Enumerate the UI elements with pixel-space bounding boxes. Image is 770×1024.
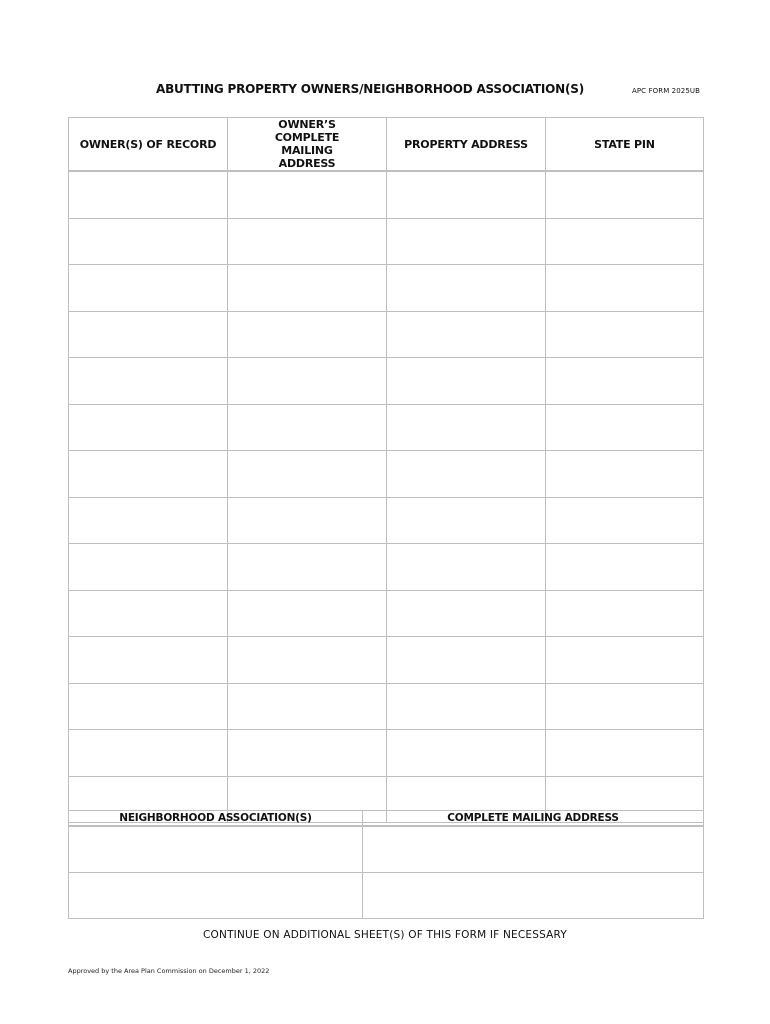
owner-entry-row — [69, 311, 704, 358]
owner-entry-cell[interactable] — [546, 497, 704, 544]
association-table — [68, 810, 704, 919]
owner-entry-cell[interactable] — [228, 637, 387, 684]
owner-entry-cell[interactable] — [69, 358, 228, 405]
owner-entry-cell[interactable] — [228, 311, 387, 358]
owner-entry-cell[interactable] — [387, 265, 546, 312]
owner-entry-cell[interactable] — [69, 451, 228, 498]
owner-entry-cell[interactable] — [546, 637, 704, 684]
header-property-address: PROPERTY ADDRESS — [387, 118, 546, 172]
owner-entry-cell[interactable] — [69, 683, 228, 730]
owner-entry-cell[interactable] — [387, 590, 546, 637]
association-table-header — [69, 811, 704, 827]
owner-entry-cell[interactable] — [69, 497, 228, 544]
owner-entry-cell[interactable] — [546, 544, 704, 591]
owner-entry-cell[interactable] — [387, 637, 546, 684]
owner-entry-cell[interactable] — [228, 730, 387, 777]
owner-entry-row — [69, 730, 704, 777]
owner-entry-cell[interactable] — [228, 497, 387, 544]
association-entry-cell[interactable] — [69, 873, 363, 919]
owner-entry-row — [69, 497, 704, 544]
owner-entry-cell[interactable] — [387, 497, 546, 544]
owner-entry-cell[interactable] — [546, 590, 704, 637]
owner-entry-cell[interactable] — [546, 683, 704, 730]
owner-entry-cell[interactable] — [69, 171, 228, 218]
owner-entry-cell[interactable] — [546, 404, 704, 451]
owner-entry-cell[interactable] — [228, 544, 387, 591]
owner-entry-row — [69, 358, 704, 405]
owner-entry-cell[interactable] — [387, 218, 546, 265]
form-id: APC FORM 2025UB — [631, 87, 700, 95]
header-neighborhood-association: NEIGHBORHOOD ASSOCIATION(S) — [69, 811, 363, 827]
owners-table — [68, 117, 704, 823]
owner-entry-cell[interactable] — [228, 404, 387, 451]
association-entry-cell[interactable] — [363, 826, 704, 873]
owner-entry-cell[interactable] — [387, 404, 546, 451]
owner-entry-cell[interactable] — [69, 544, 228, 591]
owner-entry-cell[interactable] — [69, 590, 228, 637]
association-table-body — [69, 826, 704, 919]
owner-entry-row — [69, 590, 704, 637]
owner-entry-cell[interactable] — [387, 451, 546, 498]
owner-entry-cell[interactable] — [69, 637, 228, 684]
owners-table-body — [69, 171, 704, 823]
form-title: ABUTTING PROPERTY OWNERS/NEIGHBORHOOD ASSOCIATION(S) — [155, 82, 585, 96]
owner-entry-cell[interactable] — [546, 451, 704, 498]
owner-entry-cell[interactable] — [69, 218, 228, 265]
owner-entry-cell[interactable] — [228, 683, 387, 730]
owner-entry-cell[interactable] — [69, 311, 228, 358]
owner-entry-row — [69, 265, 704, 312]
owner-entry-row — [69, 404, 704, 451]
owners-table-header — [69, 118, 704, 172]
owner-entry-row — [69, 637, 704, 684]
header-complete-mailing-address: COMPLETE MAILING ADDRESS — [363, 811, 704, 827]
owner-entry-cell[interactable] — [228, 218, 387, 265]
header-mailing-address: OWNER’S COMPLETE MAILING ADDRESS — [228, 118, 387, 172]
owner-entry-cell[interactable] — [228, 171, 387, 218]
owner-entry-cell[interactable] — [387, 311, 546, 358]
owner-entry-row — [69, 451, 704, 498]
owner-entry-cell[interactable] — [546, 265, 704, 312]
association-entry-cell[interactable] — [69, 826, 363, 873]
owner-entry-cell[interactable] — [387, 730, 546, 777]
owner-entry-cell[interactable] — [69, 730, 228, 777]
owner-entry-cell[interactable] — [228, 358, 387, 405]
owner-entry-row — [69, 171, 704, 218]
owner-entry-row — [69, 218, 704, 265]
header-owners-of-record: OWNER(S) OF RECORD — [69, 118, 228, 172]
owner-entry-cell[interactable] — [546, 218, 704, 265]
owner-entry-cell[interactable] — [69, 404, 228, 451]
association-entry-cell[interactable] — [363, 873, 704, 919]
owner-entry-cell[interactable] — [387, 358, 546, 405]
owner-entry-cell[interactable] — [228, 451, 387, 498]
association-entry-row — [69, 826, 704, 873]
header-state-pin: STATE PIN — [546, 118, 704, 172]
owner-entry-cell[interactable] — [387, 544, 546, 591]
owner-entry-cell[interactable] — [228, 265, 387, 312]
owner-entry-cell[interactable] — [546, 358, 704, 405]
approval-note: Approved by the Area Plan Commission on December 1, 2022 — [68, 967, 270, 975]
association-entry-row — [69, 873, 704, 919]
owner-entry-cell[interactable] — [69, 265, 228, 312]
owner-entry-cell[interactable] — [387, 171, 546, 218]
owner-entry-row — [69, 683, 704, 730]
owner-entry-cell[interactable] — [387, 683, 546, 730]
owner-entry-cell[interactable] — [546, 730, 704, 777]
continue-note: CONTINUE ON ADDITIONAL SHEET(S) OF THIS FORM IF NECESSARY — [203, 929, 567, 941]
owner-entry-cell[interactable] — [228, 590, 387, 637]
owner-entry-cell[interactable] — [546, 311, 704, 358]
owner-entry-row — [69, 544, 704, 591]
owner-entry-cell[interactable] — [546, 171, 704, 218]
